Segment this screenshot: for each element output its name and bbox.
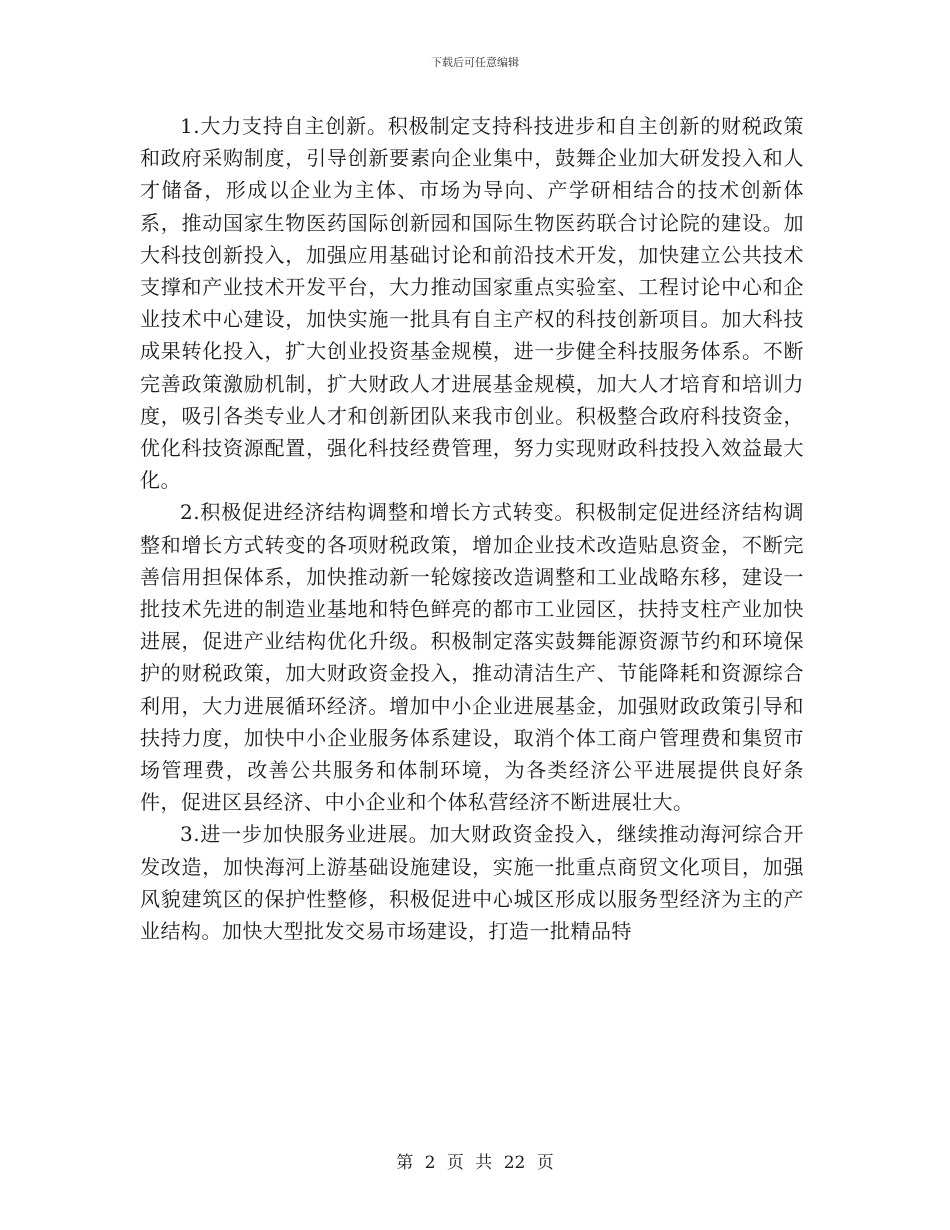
paragraph-2: 2.积极促进经济结构调整和增长方式转变。积极制定促进经济结构调整和增长方式转变的各项财税政策，增加企业技术改造贴息资金，不断完善信用担保体系，加快推动新一轮嫁接改造调整和工业战略东移，建设一批技术先进的制造业基地和特色鲜亮的都市工业园区，扶持支柱产业加快进展，促进产业结构优化升级。积极制定落实鼓舞能源资源节约和环境保护的财税政策，加大财政资金投入，推动清洁生产、节能降耗和资源综合利用，大力进展循环经济。增加中小企业进展基金，加强财政政策引导和扶持力度，加快中小企业服务体系建设，取消个体工商户管理费和集贸市场管理费，改善公共服务和体制环境，为各类经济公平进展提供良好条件，促进区县经济、中小企业和个体私营经济不断进展壮大。: [140, 500, 804, 815]
page-number-footer: 第 2 页 共 22 页: [396, 1153, 554, 1173]
header-note: 下载后可任意编辑: [431, 56, 519, 69]
paragraph-3: 3.进一步加快服务业进展。加大财政资金投入，继续推动海河综合开发改造，加快海河上游基础设施建设，实施一批重点商贸文化项目，加强风貌建筑区的保护性整修，积极促进中心城区形成以服务型经济为主的产业结构。加快大型批发交易市场建设，打造一批精品特: [140, 822, 804, 944]
paragraph-1: 1.大力支持自主创新。积极制定支持科技进步和自主创新的财税政策和政府采购制度，引导创新要素向企业集中，鼓舞企业加大研发投入和人才储备，形成以企业为主体、市场为导向、产学研相结合的技术创新体系，推动国家生物医药国际创新园和国际生物医药联合讨论院的建设。加大科技创新投入，加强应用基础讨论和前沿技术开发，加快建立公共技术支撑和产业技术开发平台，大力推动国家重点实验室、工程讨论中心和企业技术中心建设，加快实施一批具有自主产权的科技创新项目。加大科技成果转化投入，扩大创业投资基金规模，进一步健全科技服务体系。不断完善政策激励机制，扩大财政人才进展基金规模，加大人才培育和培训力度，吸引各类专业人才和创新团队来我市创业。积极整合政府科技资金，优化科技资源配置，强化科技经费管理，努力实现财政科技投入效益最大化。: [140, 114, 804, 493]
document-body: [140, 110, 804, 947]
